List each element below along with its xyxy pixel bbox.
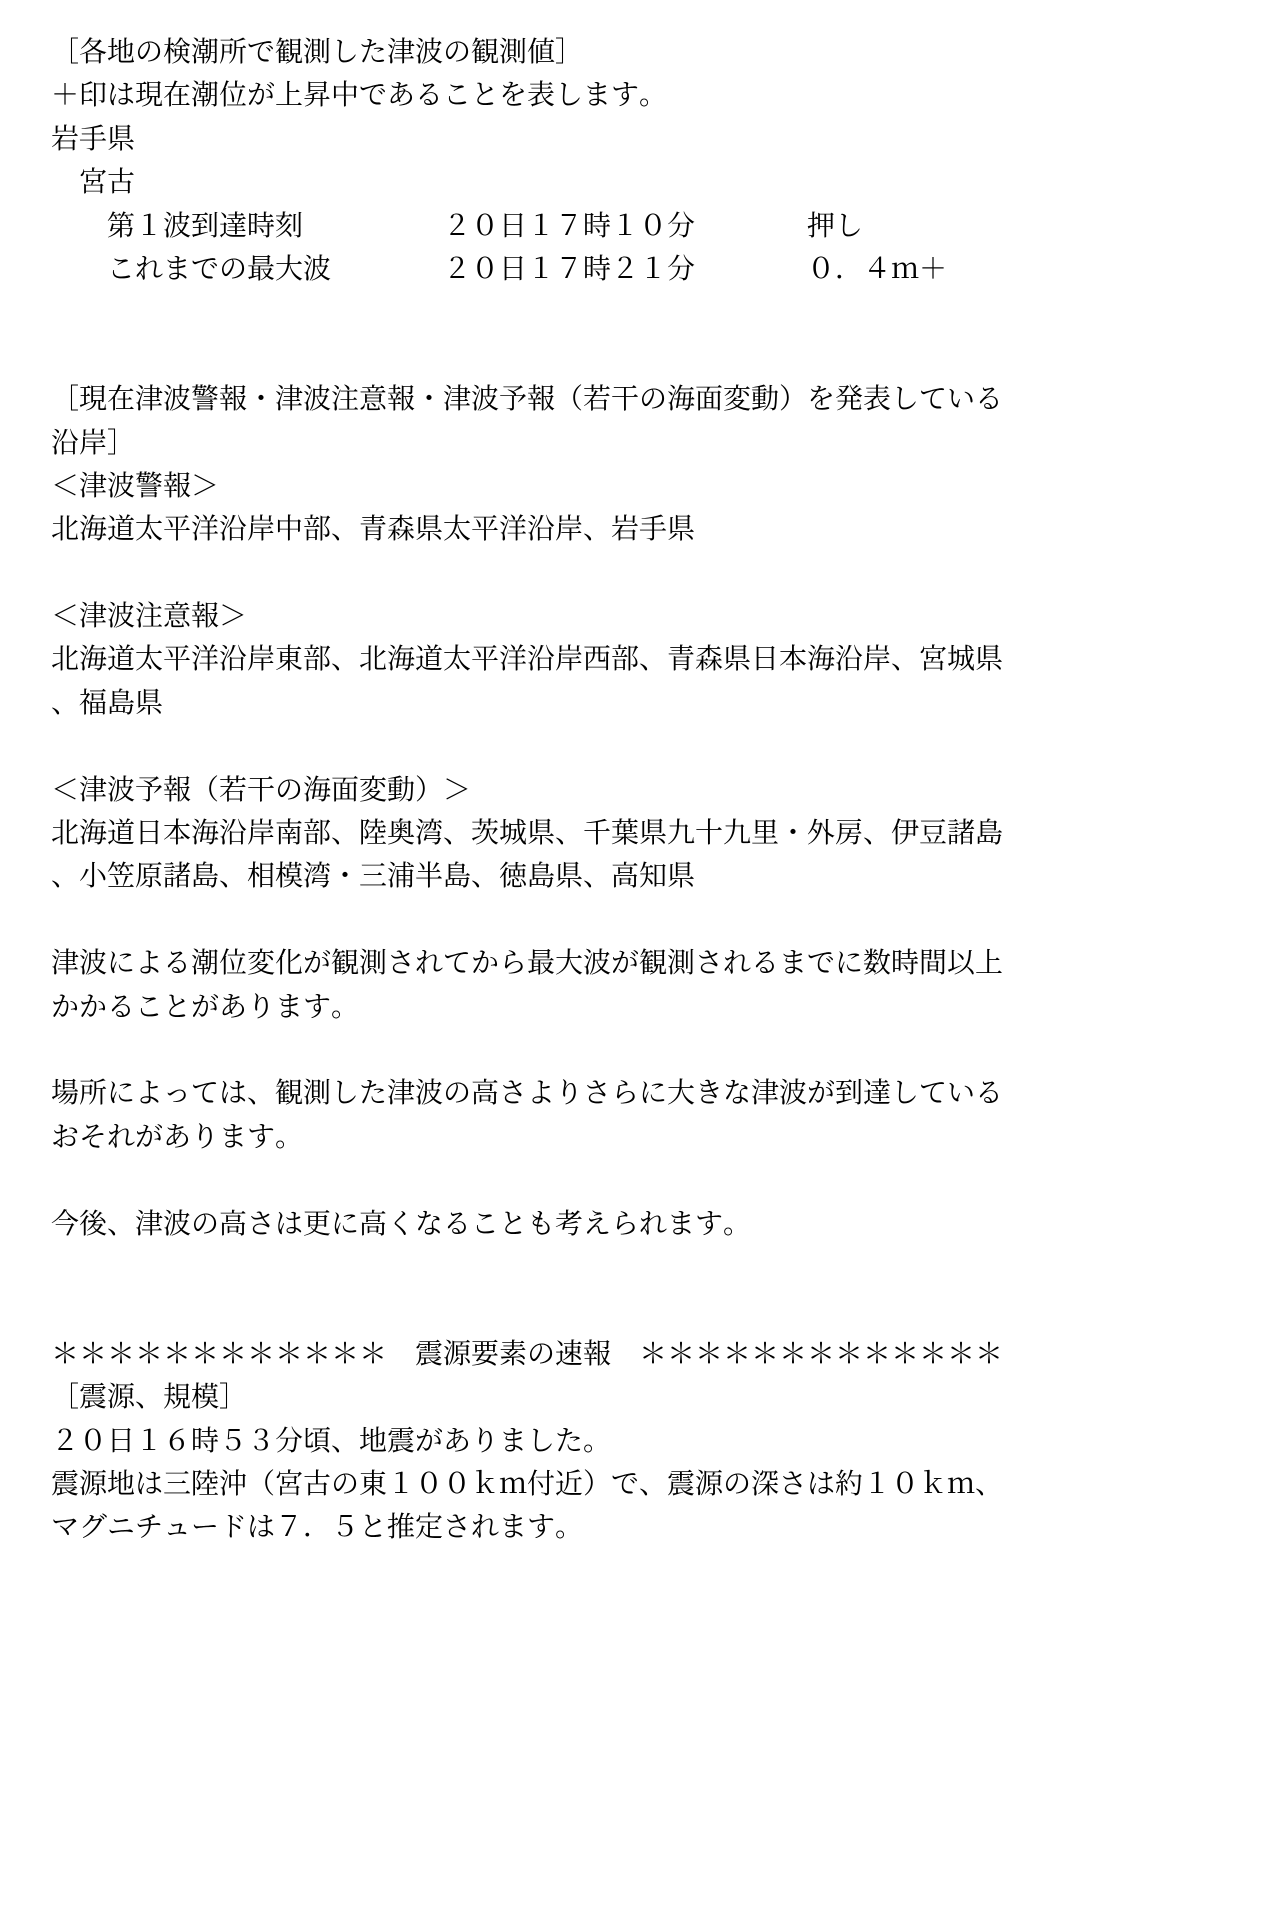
text-line: ［現在津波警報・津波注意報・津波予報（若干の海面変動）を発表している bbox=[51, 383, 1004, 415]
text-line: ＊＊＊＊＊＊＊＊＊＊＊＊ 震源要素の速報 ＊＊＊＊＊＊＊＊＊＊＊＊＊ bbox=[51, 1337, 1004, 1369]
section-tide-observations bbox=[51, 30, 1260, 290]
blank-line bbox=[51, 1245, 1260, 1288]
text-line: おそれがあります。 bbox=[51, 1120, 304, 1152]
text-line: ＜津波注意報＞ bbox=[51, 600, 248, 632]
text-line: ［各地の検潮所で観測した津波の観測値］ bbox=[51, 36, 584, 67]
section-note-max-wave-delay bbox=[51, 941, 1260, 1028]
section-active-warnings-header bbox=[51, 377, 1260, 464]
text-line: 場所によっては、観測した津波の高さよりさらに大きな津波が到達している bbox=[51, 1077, 1004, 1109]
section-note-larger-wave-possible bbox=[51, 1071, 1260, 1158]
text-line: 津波による潮位変化が観測されてから最大波が観測されるまでに数時間以上 bbox=[51, 947, 1004, 979]
blank-line bbox=[51, 1028, 1260, 1071]
text-line: 北海道日本海沿岸南部、陸奥湾、茨城県、千葉県九十九里・外房、伊豆諸島 bbox=[51, 817, 1004, 849]
text-line: ＜津波警報＞ bbox=[51, 469, 220, 501]
text-line: 沿岸］ bbox=[51, 426, 136, 458]
text-line: マグニチュードは７．５と推定されます。 bbox=[51, 1511, 584, 1543]
blank-line bbox=[51, 334, 1260, 377]
text-line: 、小笠原諸島、相模湾・三浦半島、徳島県、高知県 bbox=[51, 860, 696, 892]
text-line: ＜津波予報（若干の海面変動）＞ bbox=[51, 773, 472, 805]
section-epicenter-quick-report bbox=[51, 1332, 1260, 1549]
section-tsunami-warning bbox=[51, 464, 1260, 551]
text-line: 震源地は三陸沖（宮古の東１００ｋｍ付近）で、震源の深さは約１０ｋｍ、 bbox=[51, 1467, 1004, 1499]
blank-line bbox=[51, 724, 1260, 767]
text-line: 北海道太平洋沿岸東部、北海道太平洋沿岸西部、青森県日本海沿岸、宮城県 bbox=[51, 643, 1004, 675]
text-line: 第１波到達時刻 ２０日１７時１０分 押し bbox=[51, 209, 864, 241]
blank-line bbox=[51, 551, 1260, 594]
blank-line bbox=[51, 1288, 1260, 1331]
text-line: 宮古 bbox=[51, 166, 136, 198]
text-line: ［震源、規模］ bbox=[51, 1381, 248, 1413]
text-line: ２０日１６時５３分頃、地震がありました。 bbox=[51, 1424, 612, 1456]
blank-line bbox=[51, 898, 1260, 941]
text-line: 、福島県 bbox=[51, 686, 164, 718]
blank-line bbox=[51, 1158, 1260, 1201]
text-line: これまでの最大波 ２０日１７時２１分 ０．４ｍ＋ bbox=[51, 252, 948, 284]
section-tsunami-advisory bbox=[51, 594, 1260, 724]
text-line: かかることがあります。 bbox=[51, 990, 360, 1022]
blank-line bbox=[51, 290, 1260, 333]
text-line: 北海道太平洋沿岸中部、青森県太平洋沿岸、岩手県 bbox=[51, 513, 696, 545]
text-line: 今後、津波の高さは更に高くなることも考えられます。 bbox=[51, 1207, 752, 1239]
text-line: ＋印は現在潮位が上昇中であることを表します。 bbox=[51, 79, 668, 111]
text-line: 岩手県 bbox=[51, 122, 136, 154]
section-note-future-height bbox=[51, 1202, 1260, 1245]
section-tsunami-forecast bbox=[51, 768, 1260, 898]
